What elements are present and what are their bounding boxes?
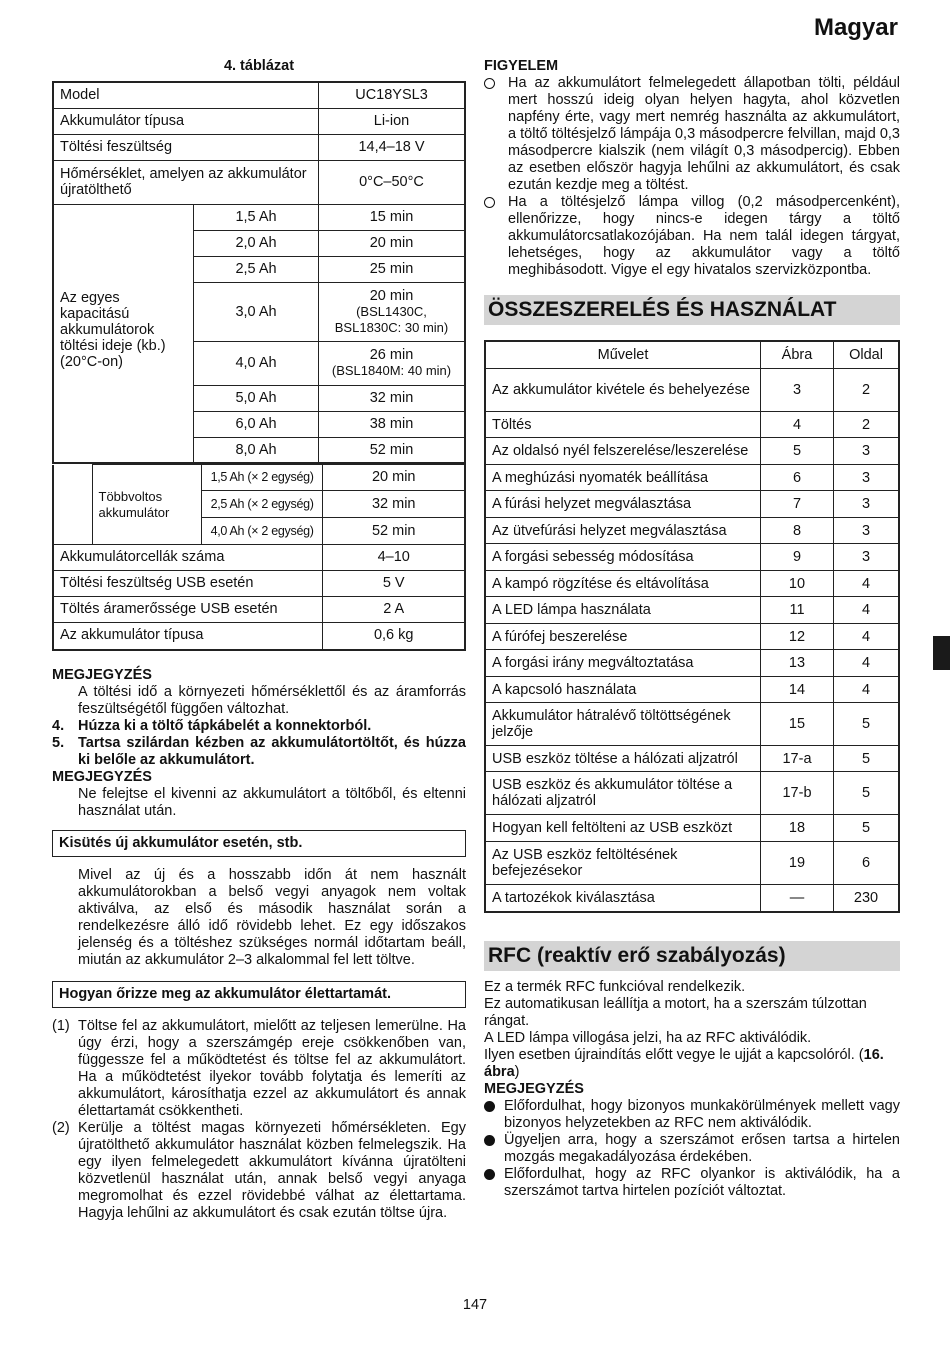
list-item: (2) Kerülje a töltést magas környezeti hőmérsékleten. Egy újratölthető akkumulátor használat közben felmelegszik. Ha egy ilyen felmelegedett akkumulátort kívánna újratölteni közvetlenül használat után, annak belső vegyi anyaga megromolhat és ezzel rövidebbé válhat az élettartama. Hagyja lehűlni az akkumulátort és csak ezután töltse újra.	[52, 1119, 466, 1221]
filled-bullet-icon	[484, 1169, 495, 1180]
table-row: Hogyan kell feltölteni az USB eszközt 18 5	[485, 815, 899, 842]
table-row: A kampó rögzítése és eltávolítása 10 4	[485, 571, 899, 597]
page-number: 147	[462, 1297, 488, 1313]
list-item: (1) Töltse fel az akkumulátort, mielőtt az teljesen lemerülne. Ha úgy érzi, hogy a szerszámgép ereje csökkenőben van, függessze fel a működtetést és töltse fel az akkumulátort. Ha a működtetést ilyekor tovább folytatja és lemeríti az akkumulátort, károsíthatja ezzel az akkumulátort és annak élettartamát csökkentheti.	[52, 1017, 466, 1119]
circle-bullet-icon	[484, 197, 495, 208]
note-heading: MEGJEGYZÉS	[52, 768, 152, 785]
rfc-note-item: Előfordulhat, hogy az RFC olyankor is aktiválódik, ha a szerszámot tartva hirtelen pozíciót változtat.	[484, 1166, 900, 1200]
table-row: Hőmérséklet, amelyen az akkumulátor újratölthető 0°C–50°C	[53, 160, 465, 204]
table-row: 2,5 Ah 25 min	[53, 256, 465, 282]
table-row: Töltés áramerőssége USB esetén 2 A	[53, 597, 465, 623]
table-row: A meghúzási nyomaték beállítása 6 3	[485, 465, 899, 491]
caution-heading: FIGYELEM	[484, 58, 559, 74]
table-row: 5,0 Ah 32 min	[53, 385, 465, 411]
assembly-section-title: ÖSSZESZERELÉS ÉS HASZNÁLAT	[484, 295, 900, 325]
table-row: 2,5 Ah (× 2 egység) 32 min	[53, 491, 465, 518]
language-label: Magyar	[813, 14, 898, 41]
table-row: A fúrófej beszerelése 12 4	[485, 624, 899, 650]
note-text: A töltési idő a környezeti hőmérséklettől és az áramforrás feszültségétől függően változhat.	[78, 683, 466, 717]
table-row: A fúrási helyzet megválasztása 7 3	[485, 491, 899, 518]
table-row: Az ütvefúrási helyzet megválasztása 8 3	[485, 518, 899, 544]
circle-bullet-icon	[484, 78, 495, 89]
discharge-heading: Kisütés új akkumulátor esetén, stb.	[52, 830, 466, 857]
rfc-line: A LED lámpa villogása jelzi, ha az RFC aktiválódik.	[484, 1029, 812, 1046]
table-row: 8,0 Ah 52 min	[53, 437, 465, 463]
battery-life-list	[52, 1018, 466, 1222]
caution-item: Ha a töltésjelző lámpa villog (0,2 másodpercenként), ellenőrizze, hogy nincs-e idegen tárgy a töltő akkumulátorcsatlakozójában. Ha nem talál idegen tárgyat, lehetséges, hogy az akkumulátor vagy a töltő meghibásodott. Vigye el egy hivatalos szervizközpontba.	[484, 194, 900, 279]
table-row: 4,0 Ah (× 2 egység) 52 min	[53, 518, 465, 545]
rfc-section-title: RFC (reaktív erő szabályozás)	[484, 941, 900, 971]
rfc-note-item: Előfordulhat, hogy bizonyos munkakörülmények mellett vagy bizonyos helyzetekben az RFC nem aktiválódik.	[484, 1098, 900, 1132]
discharge-text: Mivel az új és a hosszabb időn át nem használt akkumulátorokban a belső vegyi anyagok nem voltak aktiválva, az első és második használat során a rendelkezésre álló idő rövidebb lehet. Ez egy időszakos jelenség és a töltéshez szükséges normál időtartam beáll, miután az akkumulátor 2–3 alkalommal fel lett töltve.	[78, 866, 466, 968]
table-row: A forgási sebesség módosítása 9 3	[485, 544, 899, 571]
spec-table-continued	[52, 464, 466, 651]
step-item: 4. Húzza ki a töltő tápkábelét a konnektorból.	[52, 717, 372, 734]
table-row: A LED lámpa használata 11 4	[485, 597, 899, 624]
table-row: Az oldalsó nyél felszerelése/leszerelése 5 3	[485, 438, 899, 465]
note-text: Ne felejtse el kivenni az akkumulátort a töltőből, és eltenni használat után.	[78, 785, 466, 819]
note-heading: MEGJEGYZÉS	[484, 1080, 584, 1097]
table-caption: 4. táblázat	[223, 58, 295, 74]
table-row: A forgási irány megváltoztatása 13 4	[485, 650, 899, 677]
table-row: Akkumulátor hátralévő töltöttségének jelzője 15 5	[485, 703, 899, 746]
rfc-line: Ez a termék RFC funkcióval rendelkezik.	[484, 978, 746, 995]
table-row: USB eszköz töltése a hálózati aljzatról 17-a 5	[485, 746, 899, 772]
multi-volt-label: Többvoltos akkumulátor	[92, 465, 201, 545]
table-row: Az akkumulátor kivétele és behelyezése 3 2	[485, 369, 899, 412]
table-row: USB eszköz és akkumulátor töltése a hálózati aljzatról 17-b 5	[485, 772, 899, 815]
table-row: Az USB eszköz feltöltésének befejezésekor 19 6	[485, 842, 899, 885]
rfc-line: Ilyen esetben újraindítás előtt vegye le ujját a kapcsolóról. (16. ábra)	[484, 1046, 884, 1080]
rfc-line: Ez automatikusan leállítja a motort, ha a szerszám túlzottan rángat.	[484, 995, 867, 1029]
table-row: A kapcsoló használata 14 4	[485, 677, 899, 703]
filled-bullet-icon	[484, 1101, 495, 1112]
step-item: 5. Tartsa szilárdan kézben az akkumulátortöltőt, és húzza ki belőle az akkumulátort.	[52, 734, 466, 768]
table-row: Többvoltos akkumulátor 1,5 Ah (× 2 egység) 20 min	[53, 465, 465, 491]
table-row: Töltési feszültség USB esetén 5 V	[53, 571, 465, 597]
note-heading: MEGJEGYZÉS	[52, 666, 152, 683]
charge-time-label: Az egyes kapacitású akkumulátorok töltési ideje (kb.) (20°C-on)	[60, 289, 166, 370]
table-header-row: Művelet Ábra Oldal	[485, 341, 899, 369]
table-row: Töltés 4 2	[485, 412, 899, 438]
table-row: Akkumulátorcellák száma 4–10	[53, 545, 465, 571]
table-row: 2,0 Ah 20 min	[53, 230, 465, 256]
spec-table	[52, 81, 466, 464]
table-row: Töltési feszültség 14,4–18 V	[53, 134, 465, 160]
left-column	[52, 58, 466, 1222]
figure-reference: 16. ábra	[484, 1046, 884, 1080]
section-tab-marker	[933, 636, 950, 670]
table-row: Az egyes kapacitású akkumulátorok töltési ideje (kb.) (20°C-on) 1,5 Ah 15 min	[53, 204, 465, 230]
table-row: 3,0 Ah 20 min (BSL1430C, BSL1830C: 30 min)	[53, 282, 465, 341]
rfc-body	[484, 979, 900, 1200]
battery-life-heading: Hogyan őrizze meg az akkumulátor élettartamát.	[52, 981, 466, 1008]
operations-table	[484, 340, 900, 913]
table-row: Model UC18YSL3	[53, 82, 465, 108]
table-row: 4,0 Ah 26 min (BSL1840M: 40 min)	[53, 341, 465, 385]
caution-item: Ha az akkumulátort felmelegedett állapotban tölti, például mert hosszú ideig olyan helyen hagyta, ahol közvetlen napfény érte, vagy mert nemrég használta az akkumulátort, a töltő töltésjelző lámpája 0,3 másodpercre felvillan, majd 0,3 másodpercre kialszik (nem világít 0,3 másodpercig). Ebben az esetben először hagyja lehűlni az akkumulátort, és csak ezután kezdje meg a töltést.	[484, 75, 900, 194]
filled-bullet-icon	[484, 1135, 495, 1146]
table-row: 6,0 Ah 38 min	[53, 411, 465, 437]
table-row: Az akkumulátor típusa 0,6 kg	[53, 623, 465, 650]
right-column	[484, 58, 900, 1200]
rfc-note-item: Ügyeljen arra, hogy a szerszámot erősen tartsa a hirtelen mozgás megakadályozása érdekében.	[484, 1132, 900, 1166]
table-row: Akkumulátor típusa Li-ion	[53, 108, 465, 134]
table-row: A tartozékok kiválasztása — 230	[485, 885, 899, 912]
